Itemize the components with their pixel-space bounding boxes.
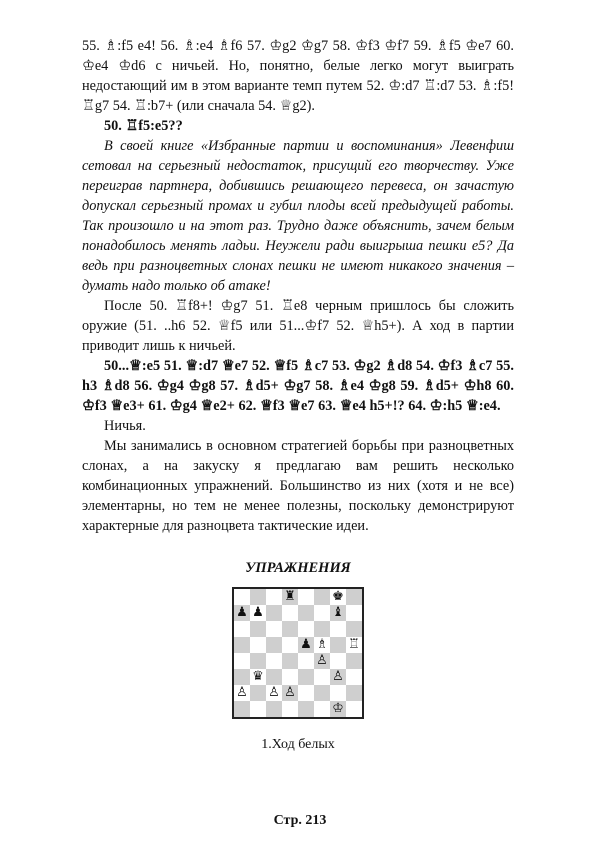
board-square: ♟ [250, 605, 266, 621]
board-square [282, 669, 298, 685]
paragraph-7: Мы занимались в основном стратегией борьбы при разноцветных слонах, а на закуску я предлагаю вам решить несколько комбинационных упражнений. Большинство из них (хотя и не все) элементарны, но тем не менее полезны, поскольку демонстрируют характерные для разноцвета тактические идеи. [82, 438, 514, 534]
board-square: ♙ [330, 669, 346, 685]
board-square [282, 701, 298, 717]
paragraph-4: После 50. ♖f8+! ♔g7 51. ♖e8 черным пришлось бы сложить оружие (51. ..h6 52. ♕f5 или 51...♔f7 52. ♕h5+). А ход в партии приводит лишь к ничьей. [82, 298, 514, 354]
board-square [346, 669, 362, 685]
board-square [282, 621, 298, 637]
diagram-caption: 1.Ход белых [261, 737, 335, 752]
board-square [266, 669, 282, 685]
board-square: ♔ [330, 701, 346, 717]
board-square [234, 621, 250, 637]
board-square [346, 653, 362, 669]
paragraph-3-commentary: В своей книге «Избранные партии и воспоминания» Левенфиш сетовал на серьезный недостаток, присущий его творчеству. Уже переиграв партнера, добившись решающего перевеса, он зачастую допускал серьезный промах и губил плоды всей предыдущей работы. Так произошло и на этот раз. Трудно даже объяснить, зачем белым понадобилось менять ладьи. Неужели ради выигрыша пешки e5? Да ведь при разноцветных слонах пешки не имеют никакого значения – думать надо только об атаке! [82, 138, 514, 294]
board-square [346, 589, 362, 605]
paragraph-2-move: 50. ♖f5:e5?? [104, 118, 183, 134]
board-square [314, 669, 330, 685]
board-square [330, 653, 346, 669]
paragraph-1: 55. ♗:f5 e4! 56. ♗:e4 ♗f6 57. ♔g2 ♔g7 58. ♔f3 ♔f7 59. ♗f5 ♔e7 60. ♔e4 ♔d6 с ничьей. Но, понятно, белые легко могут выиграть недостающий им в этом варианте темп путем 52. ♔:d7 ♖:d7 53. ♗:f5! ♖g7 54. ♖:b7+ (или сначала 54. ♕g2). [82, 38, 514, 114]
board-square: ♙ [234, 685, 250, 701]
board-square [314, 605, 330, 621]
board-square: ♙ [314, 653, 330, 669]
board-square [314, 621, 330, 637]
board-square [346, 605, 362, 621]
board-square [282, 605, 298, 621]
board-square [282, 637, 298, 653]
board-square: ♚ [330, 589, 346, 605]
board-square [314, 701, 330, 717]
board-square: ♜ [282, 589, 298, 605]
board-square [346, 685, 362, 701]
board-square: ♟ [234, 605, 250, 621]
page-number: Стр. 213 [273, 813, 327, 828]
board-square [298, 685, 314, 701]
board-square [266, 653, 282, 669]
board-square [234, 653, 250, 669]
board-square [250, 589, 266, 605]
board-square [330, 637, 346, 653]
board-square: ♗ [314, 637, 330, 653]
board-square [314, 685, 330, 701]
board-square [330, 621, 346, 637]
board-square: ♙ [282, 685, 298, 701]
board-square [266, 621, 282, 637]
board-square [234, 637, 250, 653]
board-square [266, 637, 282, 653]
board-square: ♛ [250, 669, 266, 685]
board-square [250, 653, 266, 669]
paragraph-5-moves: 50...♕:e5 51. ♕:d7 ♕e7 52. ♕f5 ♗c7 53. ♔g2 ♗d8 54. ♔f3 ♗c7 55. h3 ♗d8 56. ♔g4 ♔g8 57. ♗d5+ ♔g7 58. ♗e4 ♔g8 59. ♗d5+ ♔h8 60. ♔f3 ♕e3+ 61. ♔g4 ♕e2+ 62. ♕f3 ♕e7 63. ♕e4 h5+!? 64. ♔:h5 ♕:e4. [82, 358, 514, 414]
paragraph-6-draw: Ничья. [104, 418, 146, 434]
board-square [330, 685, 346, 701]
board-square [250, 685, 266, 701]
board-square [298, 653, 314, 669]
board-square [314, 589, 330, 605]
page-body [82, 36, 514, 753]
board-square [234, 589, 250, 605]
board-square [298, 701, 314, 717]
board-square: ♙ [266, 685, 282, 701]
board-square [250, 621, 266, 637]
board-square [266, 605, 282, 621]
board-square [234, 669, 250, 685]
board-square [298, 589, 314, 605]
board-square [282, 653, 298, 669]
chess-diagram-wrapper [82, 587, 514, 719]
board-square [298, 621, 314, 637]
board-square [346, 621, 362, 637]
board-square [266, 589, 282, 605]
board-square [266, 701, 282, 717]
section-heading: УПРАЖНЕНИЯ [245, 560, 351, 576]
board-square [234, 701, 250, 717]
board-square [250, 701, 266, 717]
board-square [346, 701, 362, 717]
board-square [298, 669, 314, 685]
board-square [298, 605, 314, 621]
board-square: ♖ [346, 637, 362, 653]
board-square: ♟ [298, 637, 314, 653]
chess-diagram [232, 587, 364, 719]
board-square: ♝ [330, 605, 346, 621]
board-square [250, 637, 266, 653]
